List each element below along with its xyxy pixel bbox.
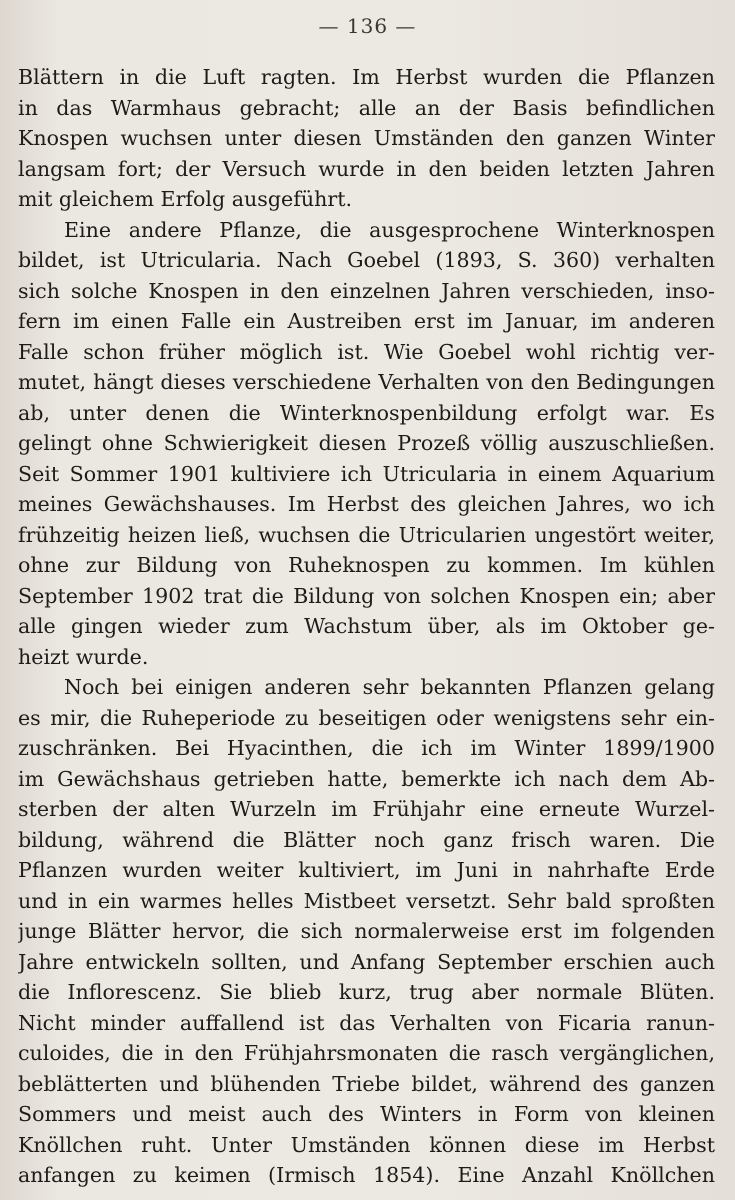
text-line: meines Gewächshauses. Im Herbst des gleichen Jahres, wo ich [18,492,715,516]
text-line: Seit Sommer 1901 kultiviere ich Utricularia in einem Aquarium [18,461,715,486]
text-line: junge Blätter hervor, die sich normalerweise erst im folgenden [18,919,715,943]
body-text [18,62,715,1191]
text-line: Pflanzen wurden weiter kultiviert, im Juni in nahrhafte Erde [18,858,715,882]
text-line: Nicht minder auffallend ist das Verhalten von Ficaria ranun- [18,1010,715,1035]
text-line: culoides, die in den Frühjahrsmonaten die rasch vergänglichen, [18,1041,715,1065]
text-line: September 1902 trat die Bildung von solchen Knospen ein; aber [18,583,715,608]
text-line: und in ein warmes helles Mistbeet versetzt. Sehr bald sproßten [18,888,715,913]
text-line: Knöllchen ruht. Unter Umständen können diese im Herbst [18,1132,715,1157]
text-line: im Gewächshaus getrieben hatte, bemerkte ich nach dem Ab- [18,766,715,791]
text-line: fern im einen Falle ein Austreiben erst im Januar, im anderen [18,309,715,333]
text-line: bildet, ist Utricularia. Nach Goebel (1893, S. 360) verhalten [18,248,715,272]
text-line: Noch bei einigen anderen sehr bekannten Pflanzen gelang [64,675,715,699]
text-line: mit gleichem Erfolg ausgeführt. [18,187,353,211]
text-line: langsam fort; der Versuch wurde in den beiden letzten Jahren [18,156,715,181]
text-line: die Inflorescenz. Sie blieb kurz, trug aber normale Blüten. [18,980,715,1004]
text-line: anfangen zu keimen (Irmisch 1854). Eine Anzahl Knöllchen [18,1163,715,1187]
text-line: Falle schon früher möglich ist. Wie Goebel wohl richtig ver- [18,339,715,364]
text-line: zuschränken. Bei Hyacinthen, die ich im Winter 1899/1900 [18,736,715,760]
text-line: ohne zur Bildung von Ruheknospen zu kommen. Im kühlen [18,553,715,577]
text-line: es mir, die Ruheperiode zu beseitigen oder wenigstens sehr ein- [18,705,715,730]
text-line: frühzeitig heizen ließ, wuchsen die Utricularien ungestört weiter, [18,522,715,547]
text-line: Eine andere Pflanze, die ausgesprochene Winterknospen [64,217,715,242]
text-line: gelingt ohne Schwierigkeit diesen Prozeß völlig auszuschließen. [18,431,715,455]
page-number: — 136 — [318,14,417,38]
text-line: alle gingen wieder zum Wachstum über, als im Oktober ge- [18,614,715,638]
text-line: sterben der alten Wurzeln im Frühjahr eine erneute Wurzel- [18,797,715,821]
text-line: Blättern in die Luft ragten. Im Herbst wurden die Pflanzen [18,65,715,89]
text-line: in das Warmhaus gebracht; alle an der Basis befindlichen [18,95,715,120]
text-line: ab, unter denen die Winterknospenbildung erfolgt war. Es [18,400,715,425]
text-line: bildung, während die Blätter noch ganz frisch waren. Die [18,827,715,852]
text-line: heizt wurde. [18,644,149,669]
text-line: Knospen wuchsen unter diesen Umständen den ganzen Winter [18,126,715,150]
text-line: mutet, hängt dieses verschiedene Verhalten von den Bedingungen [18,370,715,394]
text-line: Sommers und meist auch des Winters in Form von kleinen [18,1102,715,1126]
text-line: Jahre entwickeln sollten, und Anfang September erschien auch [18,949,715,974]
text-line: beblätterten und blühenden Triebe bildet, während des ganzen [18,1071,715,1096]
text-line: sich solche Knospen in den einzelnen Jahren verschieden, inso- [18,278,715,303]
